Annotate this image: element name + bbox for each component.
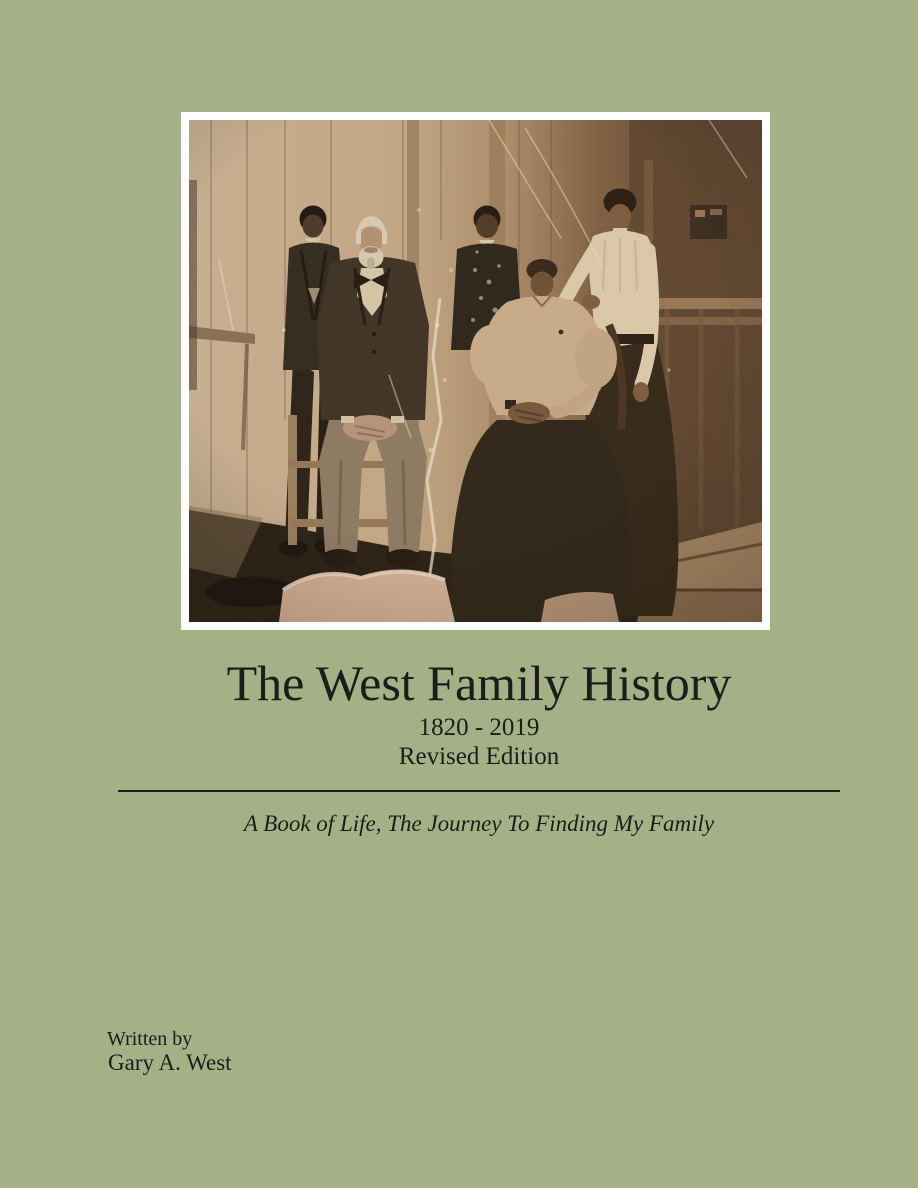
byline-label: Written by — [107, 1028, 193, 1050]
tagline: A Book of Life, The Journey To Finding My Family — [243, 811, 715, 836]
edition-label: Revised Edition — [398, 743, 560, 770]
year-range: 1820 - 2019 — [418, 714, 540, 741]
author-name: Gary A. West — [108, 1050, 232, 1075]
family-photo — [181, 112, 770, 630]
divider-line — [118, 790, 840, 792]
book-title: The West Family History — [226, 655, 732, 711]
photo-grain — [189, 120, 762, 622]
family-photo-illustration — [189, 120, 762, 622]
